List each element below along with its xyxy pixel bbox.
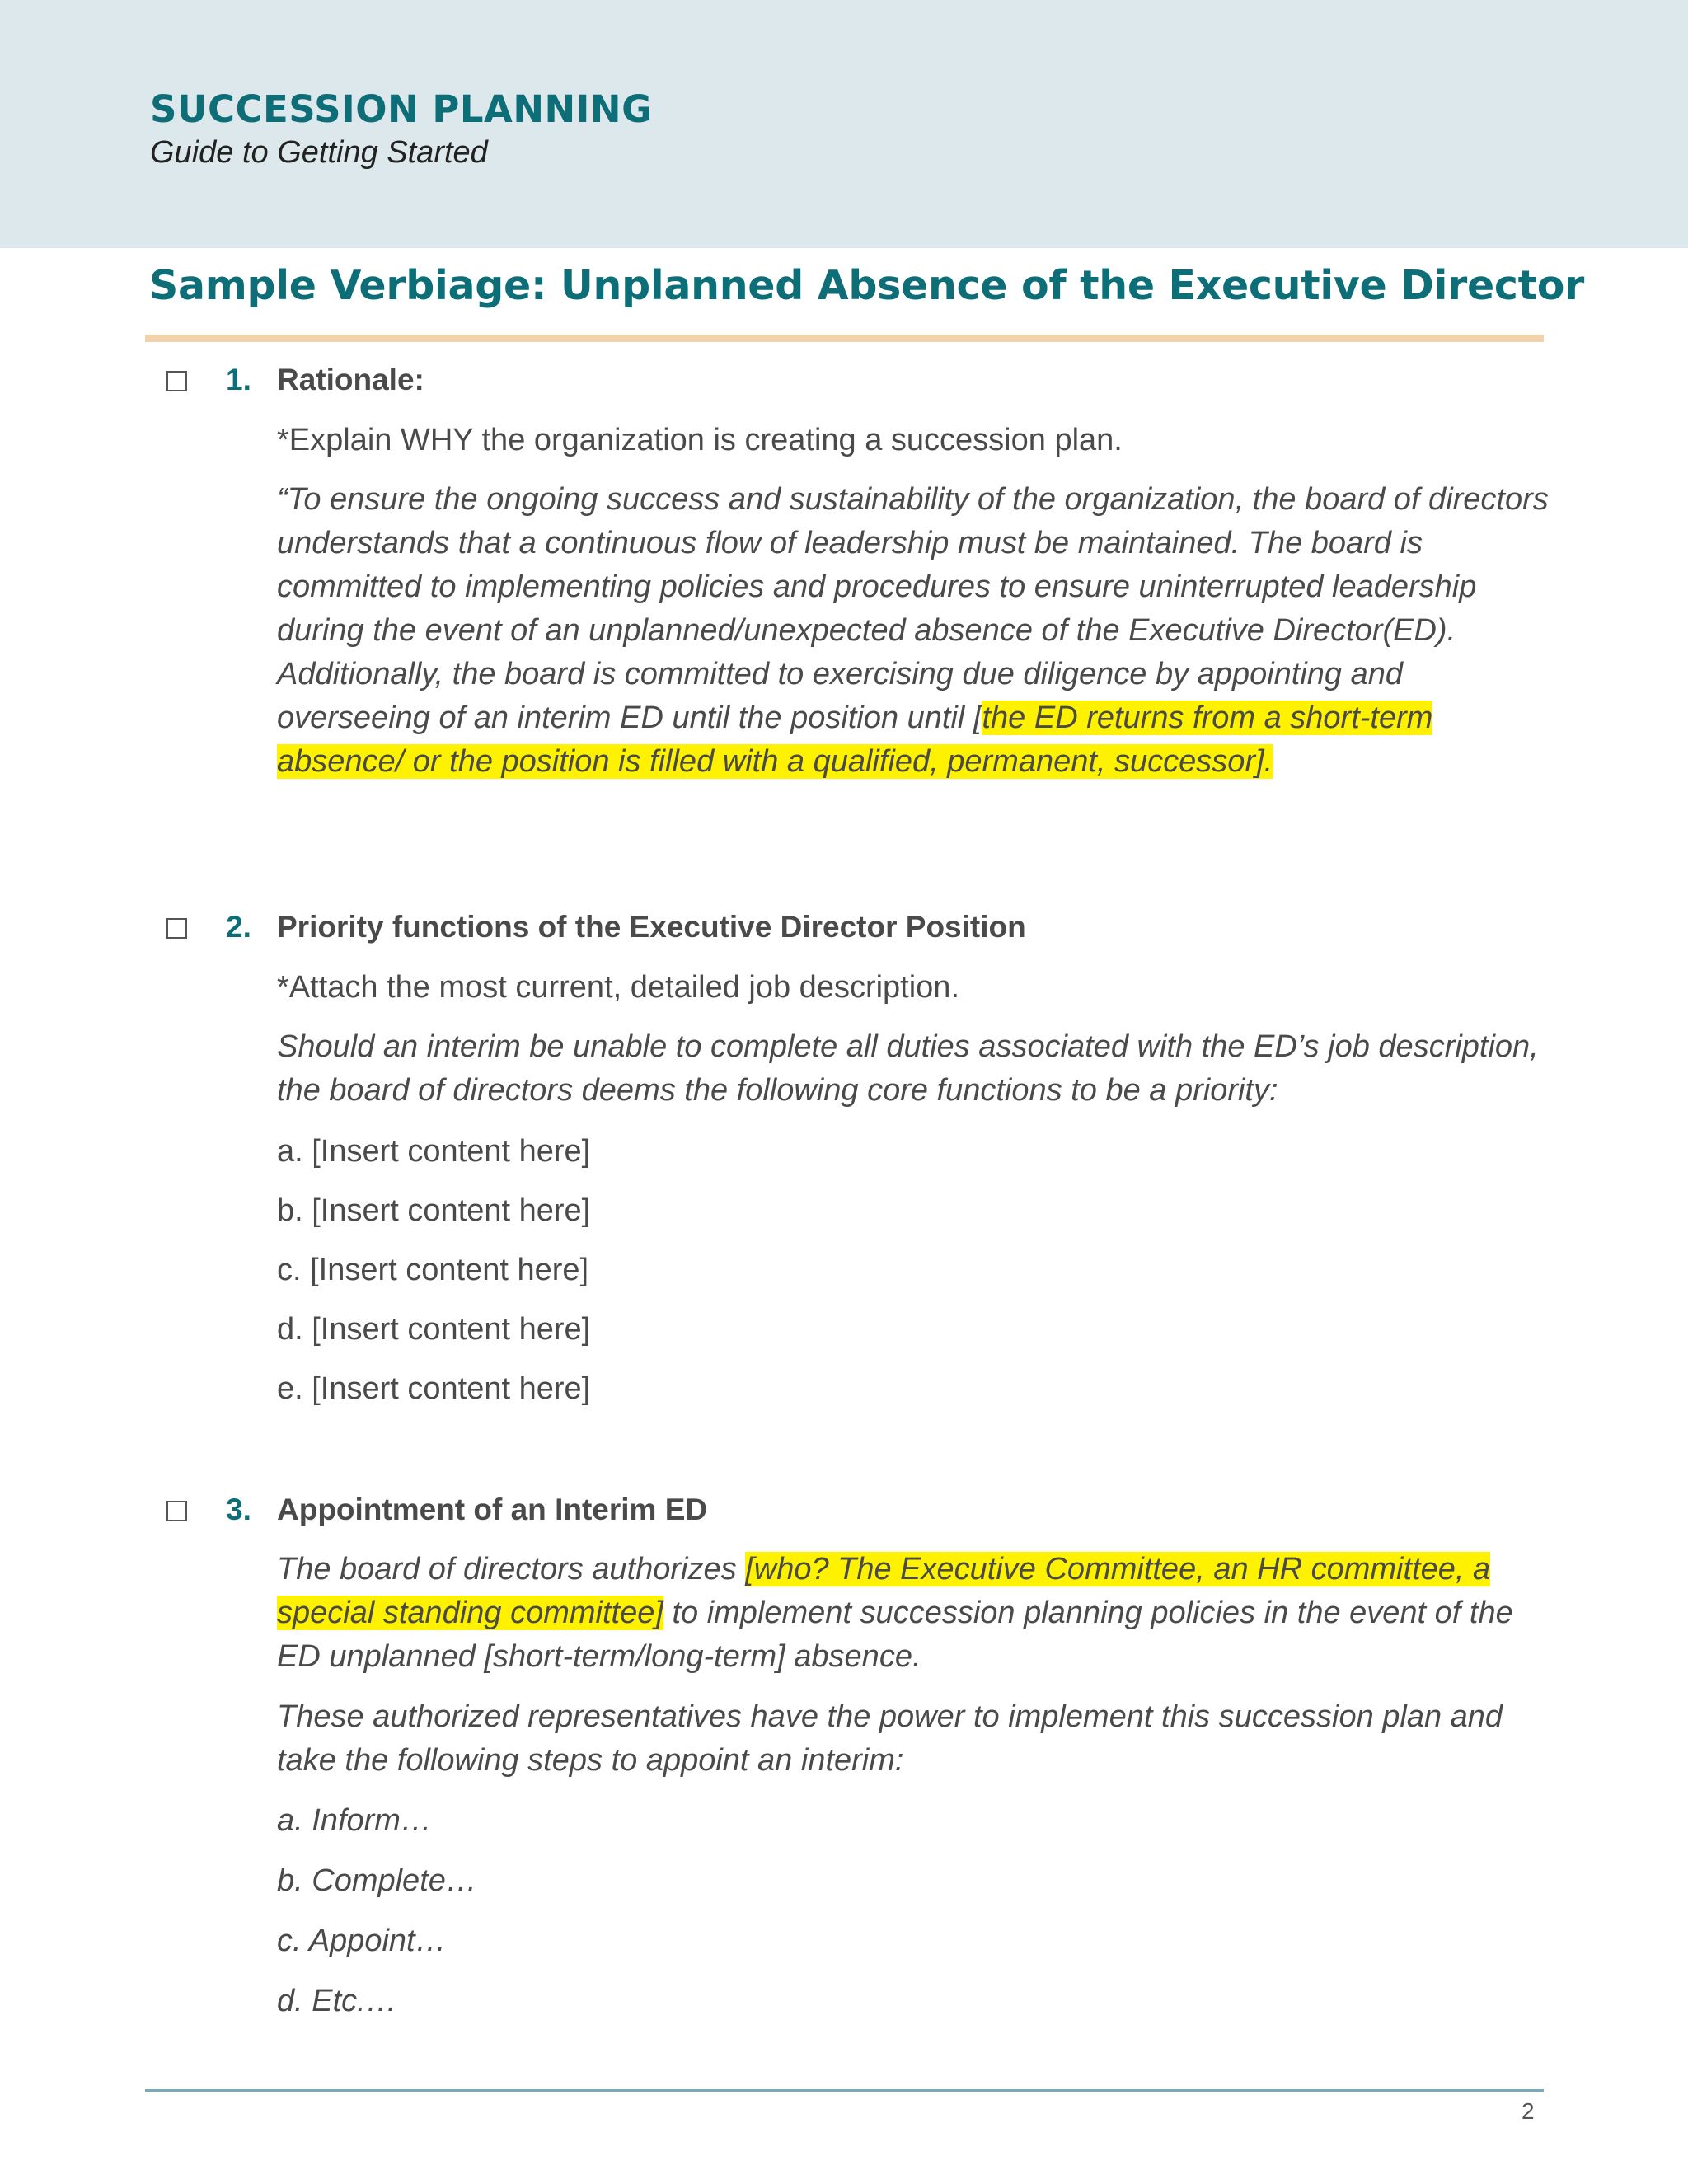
checkbox-icon[interactable] bbox=[166, 918, 187, 939]
document-subtitle: Guide to Getting Started bbox=[150, 135, 488, 170]
section-number: 2. bbox=[226, 910, 251, 944]
highlighted-text: the ED returns from a short-term absence/ or the position is filled with a qualified, permanent, successor]. bbox=[277, 701, 1433, 779]
section-body-2: These authorized representatives have the power to implement this succession plan and take the following steps to appoint an interim: bbox=[277, 1699, 1503, 1778]
section-number: 3. bbox=[226, 1493, 251, 1526]
list-item: c. Appoint… bbox=[277, 1924, 447, 1958]
document-title: SUCCESSION PLANNING bbox=[150, 87, 653, 131]
list-item: e. [Insert content here] bbox=[277, 1371, 591, 1406]
page-number: 2 bbox=[1522, 2098, 1535, 2124]
highlighted-text: [who? The Executive Committee, an HR committee, a special standing committee] bbox=[277, 1552, 1491, 1630]
page-title: Sample Verbiage: Unplanned Absence of the Executive Director bbox=[149, 262, 1584, 309]
checkbox-icon[interactable] bbox=[166, 371, 187, 391]
section-heading: Appointment of an Interim ED bbox=[277, 1493, 708, 1526]
checkbox-icon[interactable] bbox=[166, 1501, 187, 1521]
list-item: a. [Insert content here] bbox=[277, 1134, 591, 1169]
list-item: d. [Insert content here] bbox=[277, 1312, 591, 1347]
list-item: c. [Insert content here] bbox=[277, 1253, 589, 1287]
section-number: 1. bbox=[226, 363, 251, 396]
body-text: to implement succession planning policies in the event of the ED unplanned [short-term/long-term] absence. bbox=[277, 1596, 1513, 1674]
list-item: b. [Insert content here] bbox=[277, 1193, 591, 1228]
footer-divider bbox=[145, 2089, 1544, 2092]
list-item: a. Inform… bbox=[277, 1803, 432, 1838]
section-body bbox=[277, 478, 1563, 784]
section-body: Should an interim be unable to complete all duties associated with the ED’s job description, the board of directors deems the following core functions to be a priority: bbox=[277, 1029, 1539, 1108]
section-instruction: *Explain WHY the organization is creating a succession plan. bbox=[277, 423, 1123, 457]
section-heading: Rationale: bbox=[277, 363, 424, 396]
section-heading: Priority functions of the Executive Director Position bbox=[277, 910, 1026, 944]
section-instruction: *Attach the most current, detailed job description. bbox=[277, 970, 960, 1005]
body-text: The board of directors authorizes bbox=[277, 1552, 746, 1586]
section-body bbox=[277, 1548, 1563, 1679]
list-item: d. Etc.… bbox=[277, 1984, 397, 2018]
list-item: b. Complete… bbox=[277, 1863, 477, 1898]
body-text: “To ensure the ongoing success and sustainability of the organization, the board of directors understands that a continuous flow of leadership must be maintained. The board is committed to implementing policies and procedures to ensure uninterrupted leadership during the event of an unplanned/unexpected absence of the Executive Director(ED). Additionally, the board is committed to exercising due diligence by appointing and overseeing of an interim ED until the position until [ bbox=[277, 482, 1549, 735]
title-divider bbox=[145, 335, 1544, 342]
